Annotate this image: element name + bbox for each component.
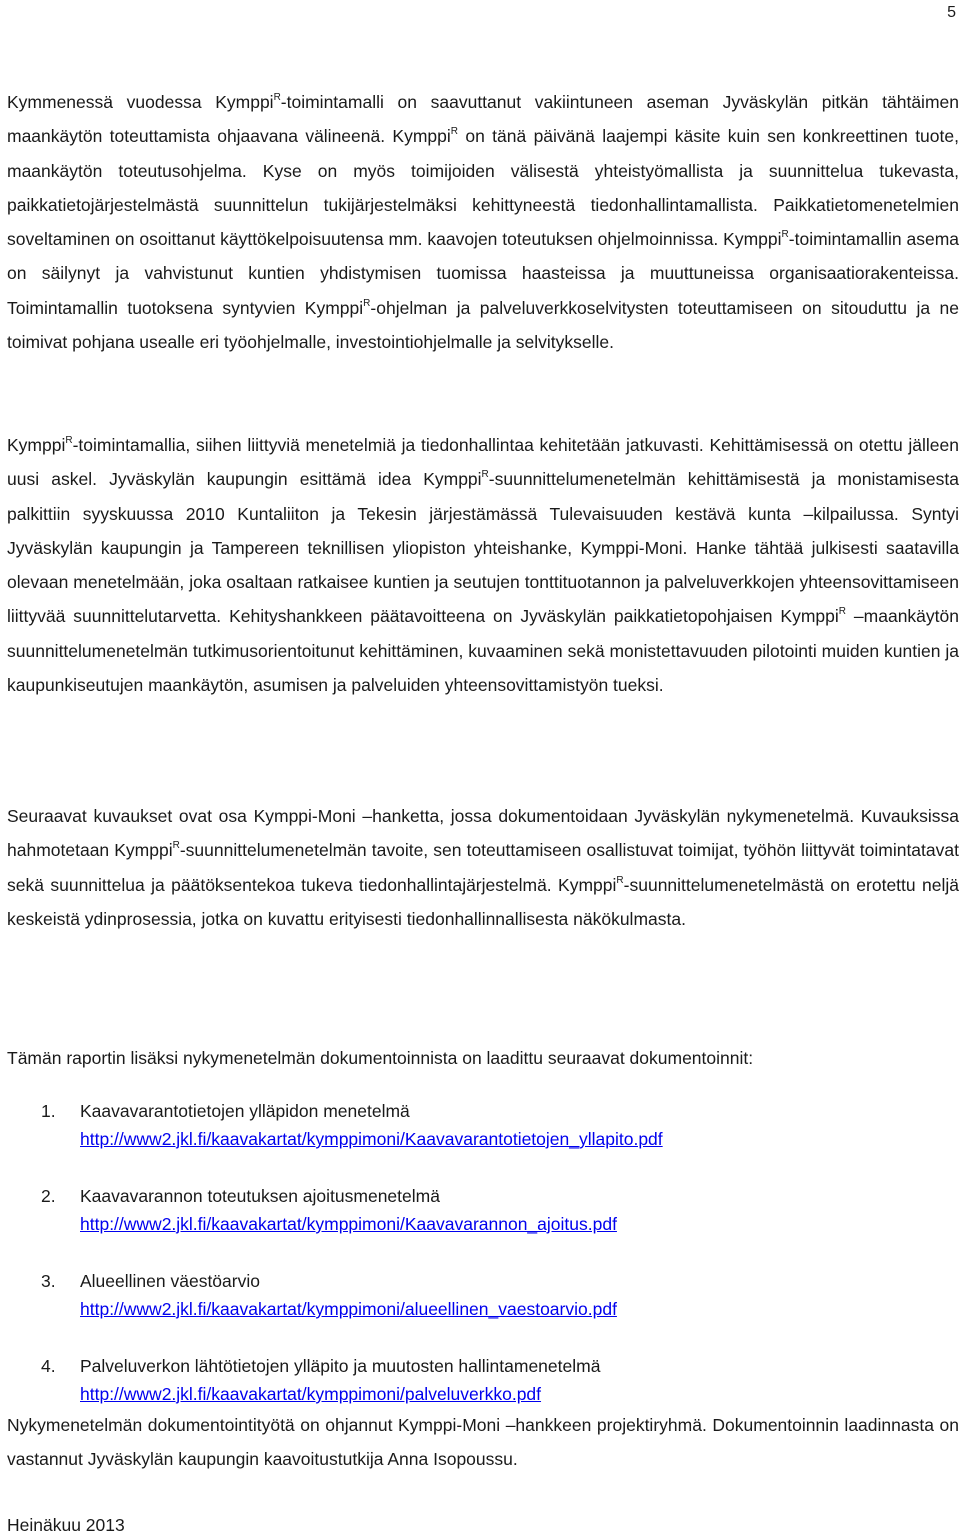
paragraph-credits: Nykymenetelmän dokumentointityötä on ohjannut Kymppi-Moni –hankkeen projektiryhmä. Dokumentoinnin laadinnasta on vastannut Jyväskylän kaupungin kaavoitustutkija Anna Isopoussu. xyxy=(7,1415,959,1470)
list-item xyxy=(7,1097,957,1182)
paragraph-intro: Kymmenessä vuodessa Kymppi$^R$-toimintamalli on saavuttanut vakiintuneen aseman Jyväskylän pitkän tähtäimen maankäytön toteuttamista ohjaavana välineenä. Kymppi$^R$ on tänä päivänä laajempi käsite kuin sen konkreettinen tuote, maankäytön toteutusohjelma. Kyse on myös toimijoiden välisestä yhteistyömallista ja suunnittelua tukevasta, paikkatietojärjestelmästä suunnittelun tukijärjestelmäksi kehittyneestä tiedonhallintamallista. Paikkatietomenetelmien soveltaminen on osoittanut käyttökelpoisuutensa mm. kaavojen toteutuksen ohjelmoinnissa. Kymppi$^R$-toimintamallin asema on säilynyt ja vahvistunut kuntien yhdistymisen tuomissa haasteissa ja muuttuneissa organisaatiorakenteissa. Toimintamallin tuotoksena syntyvien Kymppi$^R$-ohjelman ja palveluverkkoselvitysten toteuttamiseen on sitouduttu ja ne toimivat pohjana usealle eri työohjelmalle, investointiohjelmalle ja selvitykselle. xyxy=(7,92,960,353)
list-item-title: Alueellinen väestöarvio xyxy=(80,1271,260,1291)
list-item-number: 2. xyxy=(41,1186,56,1206)
list-item-number: 3. xyxy=(41,1271,56,1291)
paragraph-descriptions: Seuraavat kuvaukset ovat osa Kymppi-Moni –hanketta, jossa dokumentoidaan Jyväskylän nykymenetelmä. Kuvauksissa hahmotetaan Kymppi$^R$-suunnittelumenetelmän tavoite, sen toteuttamiseen osallistuvat toimijat, työhön liittyvät toimintatavat sekä suunnittelua ja päätöksentekoa tukeva tiedonhallintajärjestelmä. Kymppi$^R$-suunnittelumenetelmästä on erotettu neljä keskeistä ydinprosessia, jotka on kuvattu erityisesti tiedonhallinnallisesta näkökulmasta. xyxy=(7,806,960,929)
document-link[interactable]: http://www2.jkl.fi/kaavakartat/kymppimoni/alueellinen_vaestoarvio.pdf xyxy=(80,1299,617,1319)
footer-date: Heinäkuu 2013 xyxy=(7,1515,125,1535)
document-link[interactable]: http://www2.jkl.fi/kaavakartat/kymppimoni/palveluverkko.pdf xyxy=(80,1384,542,1404)
paragraph-list-intro: Tämän raportin lisäksi nykymenetelmän dokumentoinnista on laadittu seuraavat dokumentoinnit: xyxy=(7,1048,754,1068)
list-item-title: Kaavavarannon toteutuksen ajoitusmenetelmä xyxy=(80,1186,440,1206)
list-item-title: Palveluverkon lähtötietojen ylläpito ja muutosten hallintamenetelmä xyxy=(80,1356,601,1376)
list-item-number: 1. xyxy=(41,1101,56,1121)
document-link[interactable]: http://www2.jkl.fi/kaavakartat/kymppimoni/Kaavavarannon_ajoitus.pdf xyxy=(80,1214,617,1234)
list-item-number: 4. xyxy=(41,1356,56,1376)
list-item xyxy=(7,1267,957,1352)
page-number: 5 xyxy=(947,4,956,21)
list-item-title: Kaavavarantotietojen ylläpidon menetelmä xyxy=(80,1101,410,1121)
document-link[interactable]: http://www2.jkl.fi/kaavakartat/kymppimoni/Kaavavarantotietojen_yllapito.pdf xyxy=(80,1129,663,1149)
document-list xyxy=(7,1097,957,1437)
list-item xyxy=(7,1182,957,1267)
paragraph-development: Kymppi$^R$-toimintamallia, siihen liittyviä menetelmiä ja tiedonhallintaa kehitetään jatkuvasti. Kehittämisessä on otettu jälleen uusi askel. Jyväskylän kaupungin esittämä idea Kymppi$^R$-suunnittelumenetelmän kehittämisestä ja monistamisesta palkittiin syyskuussa 2010 Kuntaliiton ja Tekesin järjestämässä Tulevaisuuden kestävä kunta –kilpailussa. Syntyi Jyväskylän kaupungin ja Tampereen teknillisen yliopiston yhteishanke, Kymppi-Moni. Hanke tähtää julkisesti saatavilla olevaan menetelmään, joka osaltaan ratkaisee kuntien ja seutujen tonttituotannon ja palveluverkkojen yhteensovittamiseen liittyvää suunnittelutarvetta. Kehityshankkeen päätavoitteena on Jyväskylän paikkatietopohjaisen Kymppi$^R$ –maankäytön suunnittelumenetelmän tutkimusorientoitunut kehittäminen, kuvaaminen sekä monistettavuuden pilotointi muiden kuntien ja kaupunkiseutujen maankäytön, asumisen ja palveluiden yhteensovittamistyön tueksi. xyxy=(7,435,959,696)
